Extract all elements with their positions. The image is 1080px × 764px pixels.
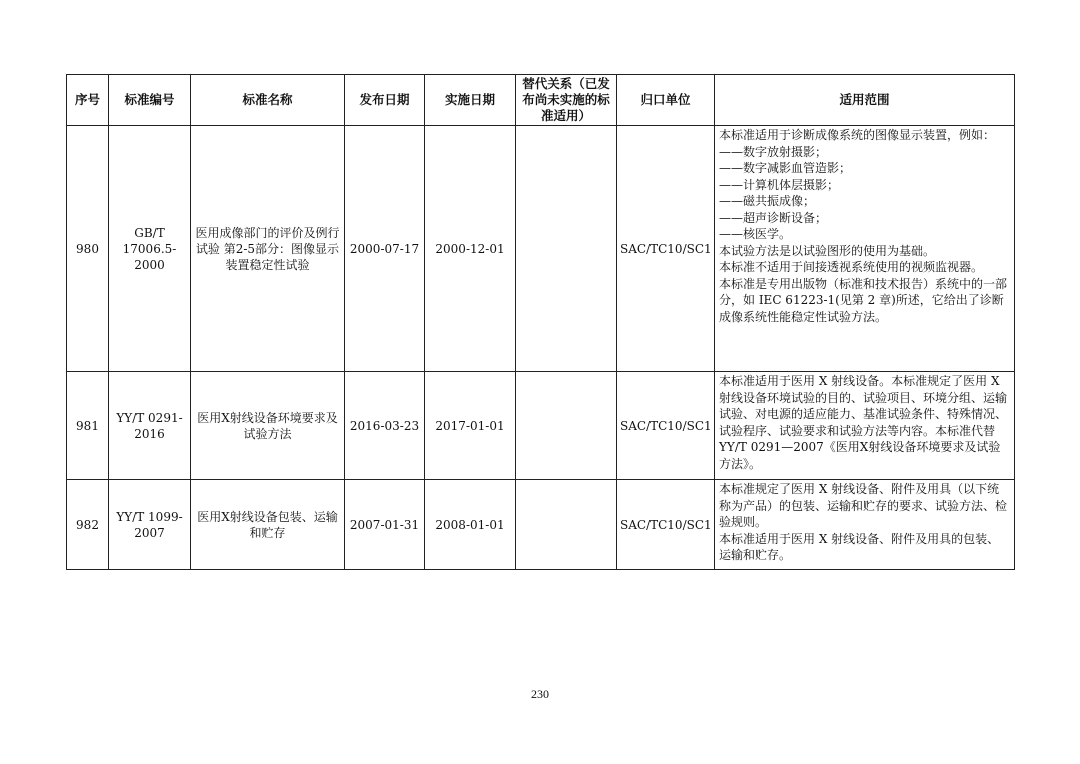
- cell-name: 医用X射线设备环境要求及试验方法: [191, 372, 345, 480]
- header-row: [67, 75, 1015, 126]
- cell-code: YY/T 0291-2016: [109, 372, 191, 480]
- header-scope: 适用范围: [715, 75, 1015, 126]
- table-row: [67, 372, 1015, 480]
- header-unit: 归口单位: [617, 75, 715, 126]
- header-code: 标准编号: [109, 75, 191, 126]
- standards-table: [66, 74, 1015, 570]
- cell-publish-date: 2000-07-17: [345, 126, 425, 372]
- scope-line: ——计算机体层摄影；: [719, 177, 840, 192]
- page-number: 230: [531, 687, 549, 701]
- cell-seq: 981: [67, 372, 109, 480]
- scope-line: 本标准不适用于间接透视系统使用的视频监视器。: [719, 260, 984, 274]
- cell-name: 医用X射线设备包装、运输和贮存: [191, 480, 345, 570]
- cell-unit: SAC/TC10/SC1: [617, 126, 715, 372]
- scope-line: 本标准适用于医用 X 射线设备、附件及用具的包装、运输和贮存。: [719, 531, 1000, 562]
- scope-line: ——数字放射摄影；: [719, 144, 828, 159]
- cell-scope: [715, 480, 1015, 570]
- cell-unit: SAC/TC10/SC1: [617, 372, 715, 480]
- cell-code: YY/T 1099-2007: [109, 480, 191, 570]
- header-name: 标准名称: [191, 75, 345, 126]
- cell-scope: [715, 126, 1015, 372]
- header-effective-date: 实施日期: [425, 75, 516, 126]
- header-replacement: 替代关系（已发布尚未实施的标准适用）: [516, 75, 617, 126]
- cell-effective-date: 2017-01-01: [425, 372, 516, 480]
- cell-effective-date: 2000-12-01: [425, 126, 516, 372]
- cell-scope: [715, 372, 1015, 480]
- scope-line: 本标准规定了医用 X 射线设备、附件及用具（以下统称为产品）的包装、运输和贮存的要求、试验方法、检验规则。: [719, 482, 1008, 529]
- scope-line: ——数字减影血管造影；: [719, 161, 852, 175]
- cell-replacement: [516, 126, 617, 372]
- scope-line: ——超声诊断设备；: [719, 210, 828, 225]
- scope-line: 本标准适用于诊断成像系统的图像显示装置，例如：: [719, 128, 996, 142]
- cell-seq: 982: [67, 480, 109, 570]
- cell-seq: 980: [67, 126, 109, 372]
- scope-line: 本标准是专用出版物（标准和技术报告）系统中的一部分，如 IEC 61223-1(见第 2 章)所述，它给出了诊断成像系统性能稳定性试验方法。: [719, 276, 1008, 324]
- cell-publish-date: 2007-01-31: [345, 480, 425, 570]
- cell-unit: SAC/TC10/SC1: [617, 480, 715, 570]
- scope-line: ——磁共振成像；: [719, 194, 816, 208]
- cell-publish-date: 2016-03-23: [345, 372, 425, 480]
- cell-replacement: [516, 480, 617, 570]
- cell-effective-date: 2008-01-01: [425, 480, 516, 570]
- header-publish-date: 发布日期: [345, 75, 425, 126]
- cell-replacement: [516, 372, 617, 480]
- table-row: [67, 480, 1015, 570]
- cell-code: GB/T 17006.5-2000: [109, 126, 191, 372]
- cell-name: 医用成像部门的评价及例行试验 第2-5部分：图像显示装置稳定性试验: [191, 126, 345, 372]
- scope-line: ——核医学。: [719, 227, 792, 241]
- scope-line: 本标准适用于医用 X 射线设备。本标准规定了医用 X 射线设备环境试验的目的、试验项目、环境分组、运输试验、对电源的适应能力、基准试验条件、特殊情况、试验程序、试验要求和试验方法等内容。本标准代替 YY/T 0291—2007《医用X射线设备环境要求及试验方法》。: [719, 374, 1008, 471]
- header-seq: 序号: [67, 75, 109, 126]
- scope-line: 本试验方法是以试验图形的使用为基础。: [719, 243, 936, 258]
- table-row: [67, 126, 1015, 372]
